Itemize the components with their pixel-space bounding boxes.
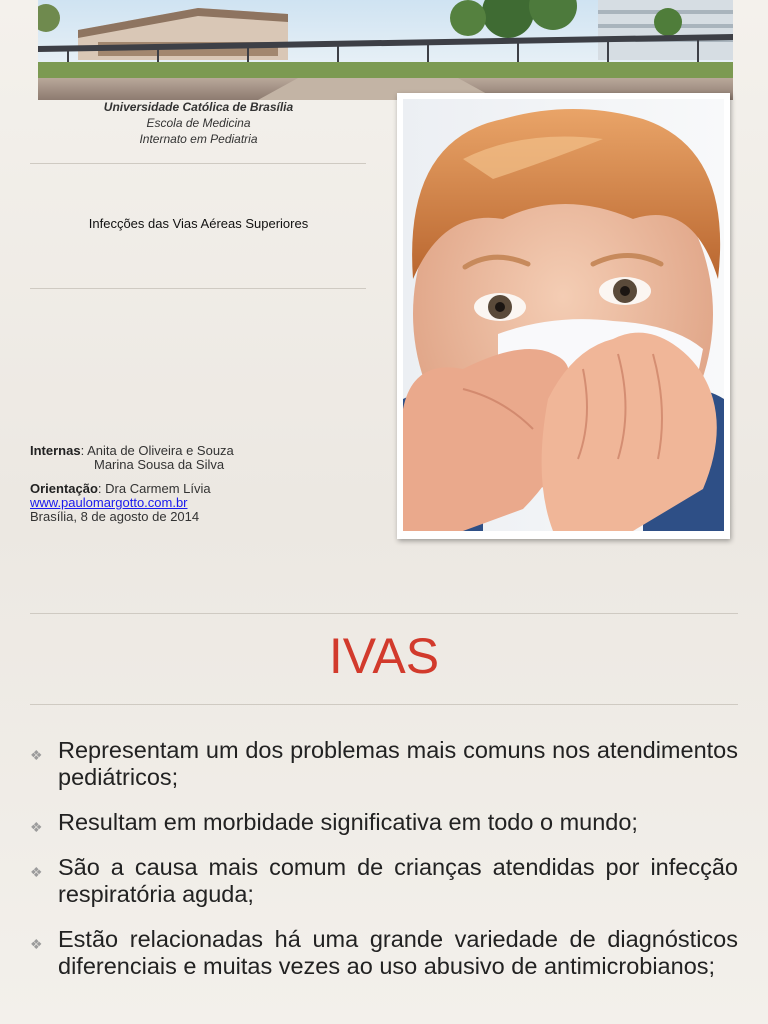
- credits-block: [30, 444, 234, 524]
- advisor-line: [30, 482, 234, 496]
- divider: [30, 163, 366, 164]
- diamond-bullet-icon: ❖: [30, 864, 43, 880]
- campus-banner-image: [38, 0, 733, 100]
- bullet-list: [30, 737, 738, 998]
- diamond-bullet-icon: ❖: [30, 819, 43, 835]
- divider: [30, 288, 366, 289]
- diamond-bullet-icon: ❖: [30, 936, 43, 952]
- university-name: Universidade Católica de Brasília: [103, 100, 294, 114]
- school-name: Escola de Medicina: [146, 116, 251, 130]
- divider: [30, 613, 738, 614]
- bullet-text: Resultam em morbidade significativa em todo o mundo;: [58, 809, 638, 835]
- list-item: [30, 737, 738, 791]
- diamond-bullet-icon: ❖: [30, 747, 43, 763]
- list-item: [30, 809, 738, 836]
- advisor-label: Orientação: [30, 481, 98, 496]
- slide-topic: Infecções das Vias Aéreas Superiores: [88, 216, 309, 231]
- department-name: Internato em Pediatria: [139, 132, 258, 146]
- divider: [30, 704, 738, 705]
- advisor-name: : Dra Carmem Lívia: [97, 481, 211, 496]
- place-date: Brasília, 8 de agosto de 2014: [30, 509, 200, 524]
- child-photo-frame: [397, 93, 730, 539]
- interns-line: [30, 444, 234, 458]
- list-item: [30, 926, 738, 980]
- list-item: [30, 854, 738, 908]
- intern-2: Marina Sousa da Silva: [94, 457, 225, 472]
- website-link[interactable]: www.paulomargotto.com.br: [30, 495, 188, 510]
- bullet-text: Representam um dos problemas mais comuns nos atendimentos pediátricos;: [58, 737, 738, 790]
- interns-label: Internas: [30, 443, 81, 458]
- child-with-tissue-image: [403, 99, 724, 531]
- bullet-text: São a causa mais comum de crianças atendidas por infecção respiratória aguda;: [58, 854, 738, 907]
- intern-1: : Anita de Oliveira e Souza: [80, 443, 234, 458]
- slide-title: IVAS: [328, 628, 440, 684]
- bullet-text: Estão relacionadas há uma grande variedade de diagnósticos diferenciais e muitas vezes ao uso abusivo de antimicrobianos;: [58, 926, 738, 979]
